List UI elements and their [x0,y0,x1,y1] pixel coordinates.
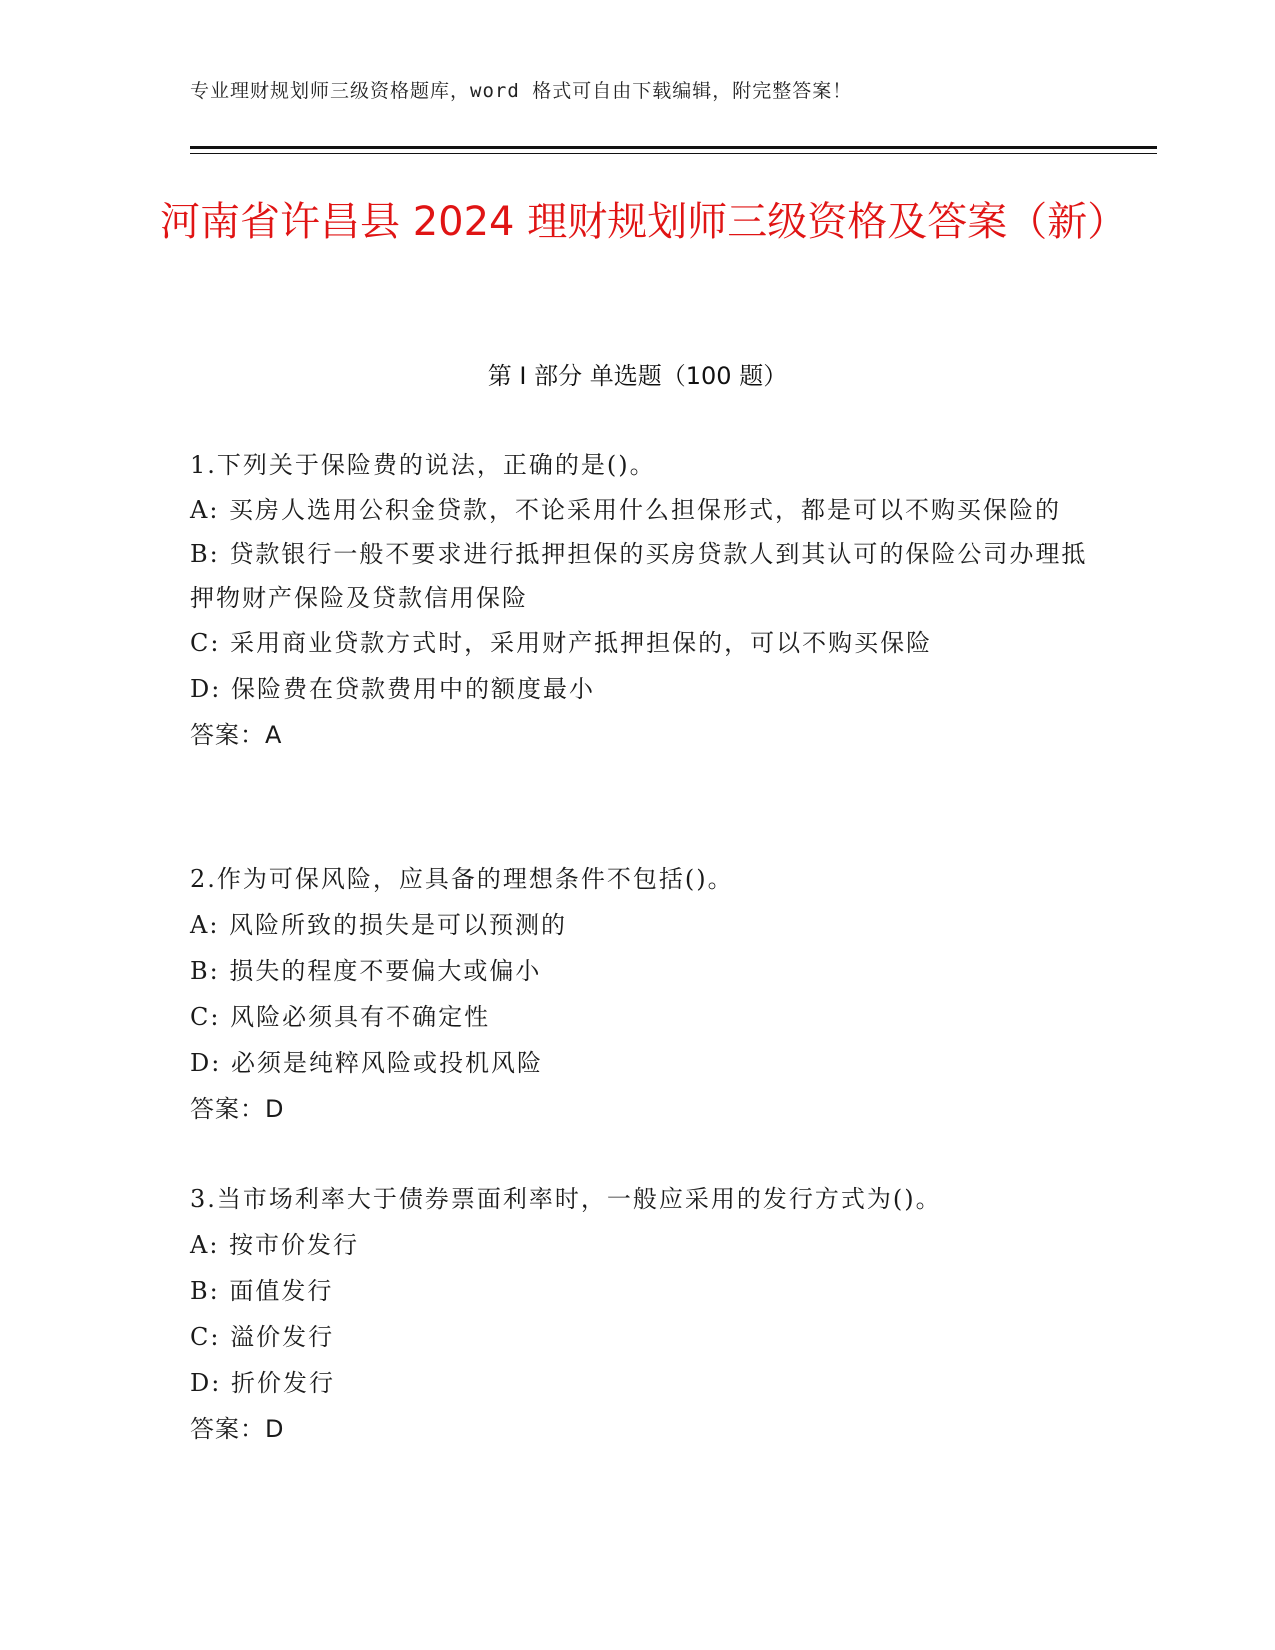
option-b: B: 贷款银行一般不要求进行抵押担保的买房贷款人到其认可的保险公司办理抵押物财产保险及贷款信用保险 [190,540,1088,612]
option-c: C: 溢价发行 [190,1323,335,1351]
question-stem: 2.作为可保风险，应具备的理想条件不包括()。 [190,865,734,893]
answer: 答案：A [190,721,283,749]
section-heading: 第 I 部分 单选题（100 题） [487,362,788,390]
option-d: D: 保险费在贷款费用中的额度最小 [190,675,595,703]
option-d: D: 折价发行 [190,1369,335,1397]
option-b: B: 损失的程度不要偏大或偏小 [190,957,542,985]
option-d: D: 必须是纯粹风险或投机风险 [190,1049,543,1077]
option-a: A: 买房人选用公积金贷款，不论采用什么担保形式，都是可以不购买保险的 [190,496,1062,524]
question-stem: 1.下列关于保险费的说法，正确的是()。 [190,451,656,479]
option-a: A: 风险所致的损失是可以预测的 [190,911,568,939]
document-title: 河南省许昌县 2024 理财规划师三级资格及答案（新） [160,199,1128,245]
option-a: A: 按市价发行 [190,1231,360,1259]
header-note: 专业理财规划师三级资格题库，word 格式可自由下载编辑，附完整答案！ [190,80,853,102]
question-2 [190,856,1090,1132]
option-c: C: 采用商业贷款方式时，采用财产抵押担保的，可以不购买保险 [190,629,933,657]
answer: 答案：D [190,1415,285,1443]
question-3 [190,1176,1090,1452]
header-divider-thin [190,153,1157,154]
option-c: C: 风险必须具有不确定性 [190,1003,491,1031]
question-1 [190,442,1090,758]
option-b: B: 面值发行 [190,1277,334,1305]
question-stem: 3.当市场利率大于债券票面利率时，一般应采用的发行方式为()。 [190,1185,942,1213]
header-divider-thick [190,146,1157,149]
answer: 答案：D [190,1095,285,1123]
